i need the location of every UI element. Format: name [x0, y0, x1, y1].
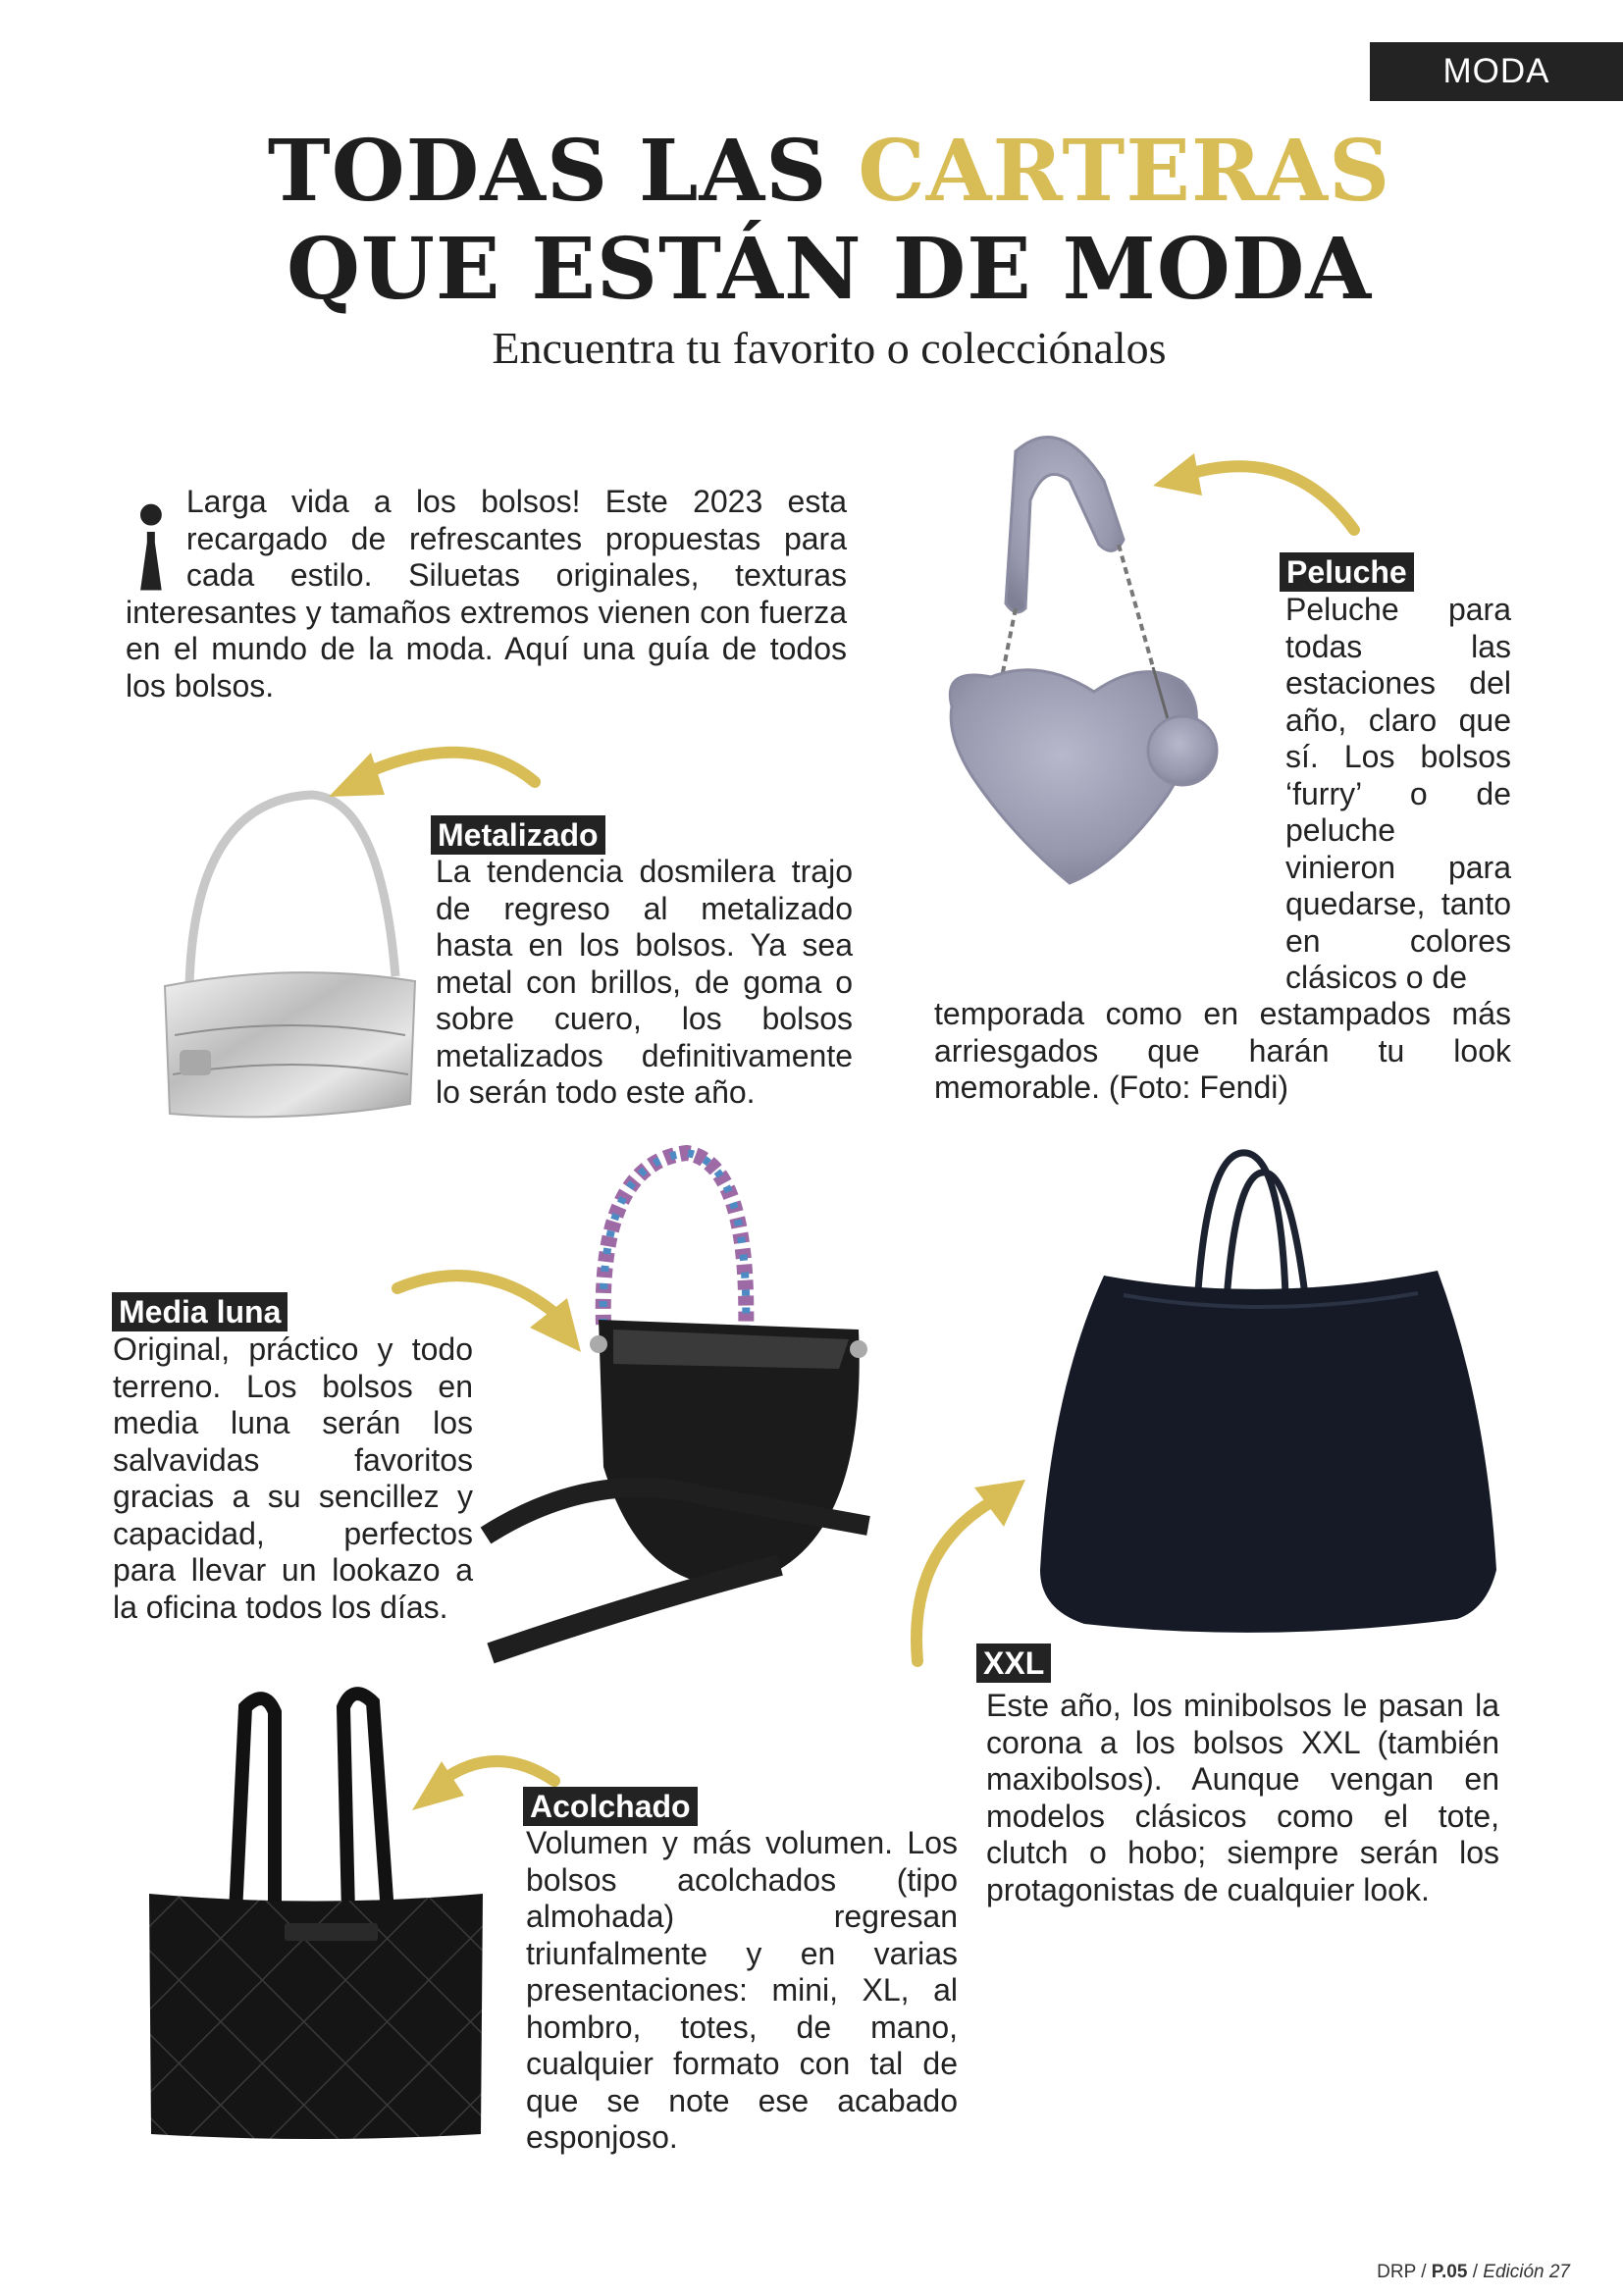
media-luna-text: Original, práctico y todo terreno. Los bolsos en media luna serán los salvavidas favoritos gracias a su sencillez y capacidad, perfectos para llevar un lookazo a la oficina todos los días.: [113, 1331, 473, 1625]
peluche-label: Peluche: [1280, 552, 1414, 592]
intro-dropcap: ¡: [126, 460, 177, 597]
peluche-label-wrap: [1280, 552, 1414, 592]
page-subtitle: Encuentra tu favorito o colecciónalos: [492, 323, 1167, 373]
title-line1-a: TODAS LAS: [267, 122, 859, 221]
media-luna-label-wrap: [112, 1292, 288, 1331]
footer-page: P.05: [1431, 2262, 1468, 2282]
xxl-bag-image: [1025, 1148, 1506, 1644]
xxl-label-wrap: [976, 1644, 1051, 1683]
metalizado-bag-image: [155, 790, 425, 1119]
metalizado-text: La tendencia dosmilera trajo de regreso al metalizado hasta en los bolsos. Ya sea metal con brillos, de goma o sobre cuero, los bolsos metalizados definitivamente lo serán todo este año.: [436, 854, 853, 1110]
page-title: [196, 123, 1462, 319]
metalizado-arrow: [324, 738, 540, 816]
footer-sep-1: /: [1415, 2262, 1432, 2282]
peluche-text: Peluche para todas las estaciones del año, claro que sí. Los bolsos ‘furry’ o de peluche vinieron para quedarse, tanto en colores clásicos o de: [1285, 592, 1511, 995]
footer-sep-2: /: [1467, 2262, 1484, 2282]
peluche-arrow: [1143, 432, 1359, 540]
footer-edition: Edición 27: [1483, 2262, 1570, 2282]
footer-brand: DRP: [1377, 2262, 1416, 2282]
media-luna-bag-image: [486, 1143, 898, 1707]
xxl-label: XXL: [976, 1644, 1051, 1683]
peluche-text-continued: temporada como en estampados más arriesgados que harán tu look memorable. (Foto: Fendi): [934, 996, 1511, 1105]
metalizado-label-wrap: [431, 815, 605, 855]
metalizado-label: Metalizado: [431, 815, 605, 855]
media-luna-label: Media luna: [112, 1292, 288, 1331]
page-footer: [1344, 2262, 1570, 2283]
acolchado-text: Volumen y más volumen. Los bolsos acolchados (tipo almohada) regresan triunfalmente y en varias presentaciones: mini, XL, al hombro, totes, de mano, cualquier formato con tal de que se note ese acabado esponjoso.: [526, 1825, 958, 2155]
section-tag: MODA: [1370, 42, 1623, 101]
acolchado-label: Acolchado: [523, 1787, 698, 1826]
intro-text: Larga vida a los bolsos! Este 2023 esta recargado de refrescantes propuestas para cada estilo. Siluetas originales, texturas interesantes y tamaños extremos vienen con fuerza en el mundo de la moda. Aquí una guía de todos los bolsos.: [126, 484, 847, 704]
title-line1-accent: CARTERAS: [858, 122, 1391, 221]
xxl-text: Este año, los minibolsos le pasan la corona a los bolsos XXL (también maxibolsos). Aunque vengan en modelos clásicos como el tote, clutch o hobo; siempre serán los protagonistas de cualquier look.: [986, 1688, 1499, 1907]
acolchado-label-wrap: [523, 1787, 698, 1826]
xxl-arrow: [898, 1470, 1030, 1666]
intro-paragraph: [126, 460, 847, 704]
title-line2: QUE ESTÁN DE MODA: [286, 220, 1373, 319]
